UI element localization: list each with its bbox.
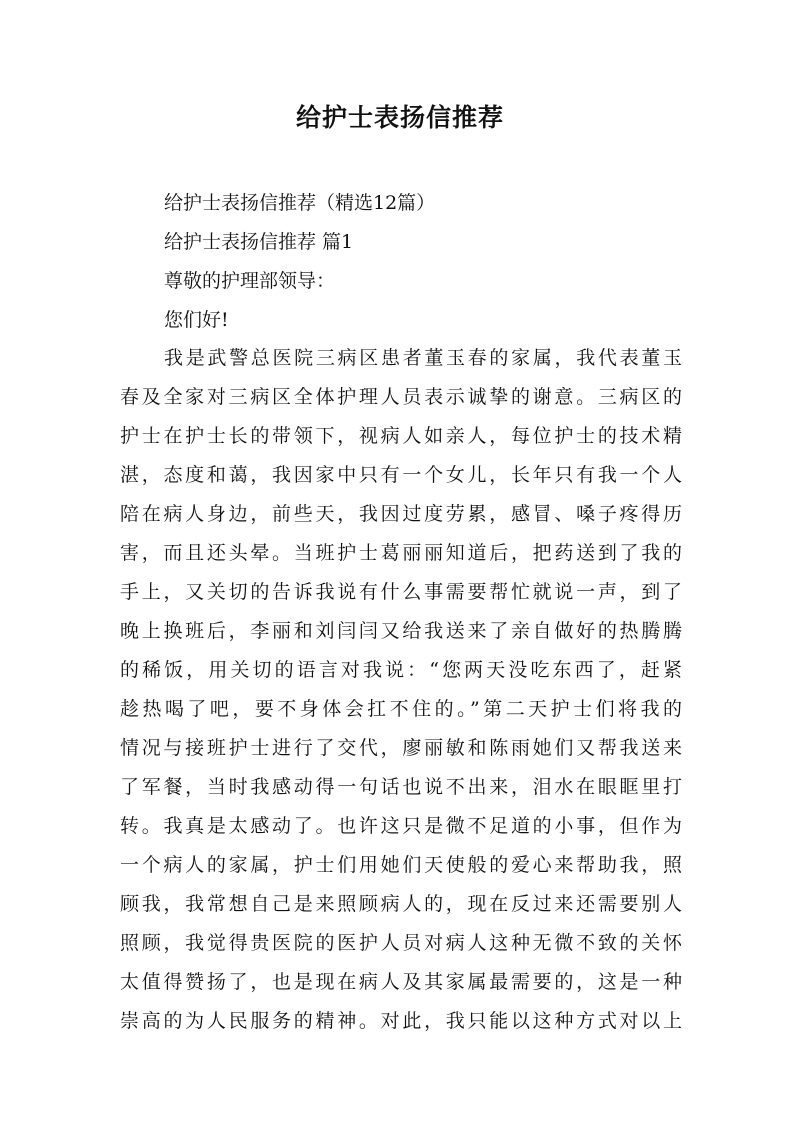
body-line: 的稀饭，用关切的语言对我说：“您两天没吃东西了，赶紧 xyxy=(120,659,682,681)
body-line: 崇高的为人民服务的精神。对此，我只能以这种方式对以上 xyxy=(120,1010,682,1032)
body-line: 手上，又关切的告诉我说有什么事需要帮忙就说一声，到了 xyxy=(120,581,682,603)
body-line: 太值得赞扬了，也是现在病人及其家属最需要的，这是一种 xyxy=(120,971,682,993)
section-heading: 给护士表扬信推荐 篇1 xyxy=(164,231,354,253)
body-line: 照顾，我觉得贵医院的医护人员对病人这种无微不致的关怀 xyxy=(120,932,682,954)
body-line: 害，而且还头晕。当班护士葛丽丽知道后，把药送到了我的 xyxy=(120,542,682,564)
body-line: 转。我真是太感动了。也许这只是微不足道的小事，但作为 xyxy=(120,815,682,837)
document-title: 给护士表扬信推荐 xyxy=(295,103,504,132)
body-line: 我是武警总医院三病区患者董玉春的家属，我代表董玉 xyxy=(164,347,682,369)
salutation: 尊敬的护理部领导： xyxy=(164,270,336,292)
body-line: 晚上换班后，李丽和刘闫闫又给我送来了亲自做好的热腾腾 xyxy=(120,620,682,642)
greeting: 您们好! xyxy=(164,309,229,331)
body-line: 情况与接班护士进行了交代，廖丽敏和陈雨她们又帮我送来 xyxy=(120,737,682,759)
body-line: 陪在病人身边，前些天，我因过度劳累，感冒、嗓子疼得历 xyxy=(120,503,682,525)
body-line: 湛，态度和蔼，我因家中只有一个女儿，长年只有我一个人 xyxy=(120,464,682,486)
body-line: 趁热喝了吧，要不身体会扛不住的。”第二天护士们将我的 xyxy=(120,698,682,720)
body-line: 了军餐，当时我感动得一句话也说不出来，泪水在眼眶里打 xyxy=(120,776,682,798)
body-line: 顾我，我常想自己是来照顾病人的，现在反过来还需要别人 xyxy=(120,893,682,915)
body-line: 一个病人的家属，护士们用她们天使般的爱心来帮助我，照 xyxy=(120,854,682,876)
document-subtitle: 给护士表扬信推荐（精选12篇） xyxy=(164,192,436,214)
body-line: 春及全家对三病区全体护理人员表示诚挚的谢意。三病区的 xyxy=(120,386,682,408)
body-line: 护士在护士长的带领下，视病人如亲人，每位护士的技术精 xyxy=(120,425,682,447)
